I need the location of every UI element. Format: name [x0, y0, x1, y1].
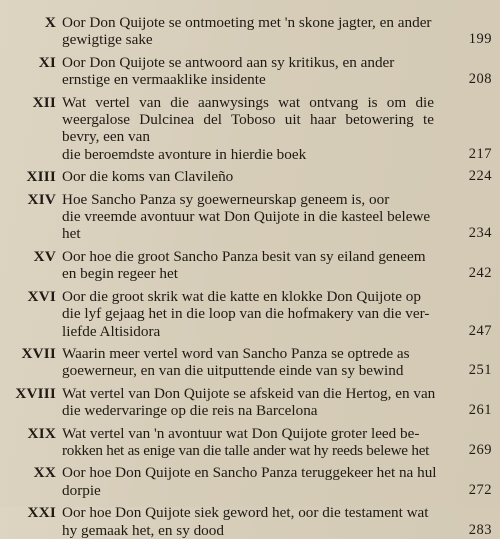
chapter-title-line: rokken het as enige van die talle ander wat hy reeds belewe het [62, 441, 430, 459]
chapter-title [62, 191, 434, 243]
toc-entry-xix [0, 425, 500, 460]
chapter-title-line: die beroemdste avonture in hierdie boek [62, 145, 307, 163]
chapter-title-line: Oor Don Quijote se antwoord aan sy kritikus, en ander [62, 53, 395, 71]
chapter-title-line: Hoe Sancho Panza sy goewerneurskap geneem is, oor [62, 190, 390, 208]
toc-entry-xi [0, 54, 500, 89]
page-number: 199 [468, 31, 492, 48]
chapter-title-line: Oor hoe die groot Sancho Panza besit van sy eiland geneem [62, 247, 426, 265]
chapter-title [62, 464, 437, 499]
chapter-title [62, 94, 434, 164]
chapter-title-line: die vreemde avontuur wat Don Quijote in die kasteel belewe [62, 208, 431, 226]
toc-entry-xii [0, 94, 500, 164]
chapter-title [62, 288, 434, 340]
toc-entry-xiii [0, 168, 500, 185]
toc-entry-xxi [0, 504, 500, 539]
page-number: 242 [468, 265, 492, 282]
chapter-title-line: ernstige en vermaaklike insidente [62, 71, 266, 89]
page-number: 269 [468, 441, 492, 458]
chapter-number: XX [33, 464, 56, 482]
chapter-title-line: hy gemaak het, en sy dood [62, 521, 224, 539]
page-number: 283 [468, 521, 492, 538]
chapter-title [62, 168, 434, 185]
chapter-title-line: Wat vertel van Don Quijote se afskeid van die Hertog, en van [62, 384, 436, 402]
chapter-number: XI [38, 53, 56, 71]
chapter-title-line: goewerneur, en van die uitputtende einde van sy bewind [62, 362, 404, 380]
chapter-title [62, 345, 434, 380]
chapter-number: X [44, 14, 56, 31]
page-number: 247 [468, 322, 492, 339]
toc-entry-xv [0, 248, 500, 283]
chapter-title-line: die wedervaringe op die reis na Barcelona [62, 402, 318, 420]
chapter-title-line: Oor hoe Don Quijote en Sancho Panza teruggekeer het na hul [62, 464, 437, 482]
chapter-title [62, 248, 434, 283]
page-number: 272 [468, 481, 492, 498]
chapter-title [62, 14, 434, 49]
toc-entry-x [0, 14, 500, 49]
chapter-number: XV [33, 247, 56, 265]
chapter-number: XXI [27, 504, 56, 522]
chapter-number: XIV [27, 190, 56, 208]
chapter-title [62, 54, 434, 89]
chapter-number: XVIII [15, 384, 56, 402]
chapter-title-line: die lyf gejaag het in die loop van die hofmakery van die ver- [62, 305, 430, 323]
chapter-title-line: dorpie [62, 481, 101, 499]
chapter-title-line: Oor die groot skrik wat die katte en klokke Don Quijote op [62, 287, 421, 305]
table-of-contents [0, 14, 500, 539]
chapter-title [62, 385, 434, 420]
page-number: 208 [468, 71, 492, 88]
chapter-title-line: Wat vertel van 'n avontuur wat Don Quijote groter leed be- [62, 424, 420, 442]
page-number: 261 [468, 402, 492, 419]
chapter-title-line: Oor hoe Don Quijote siek geword het, oor die testament wat [62, 504, 429, 522]
chapter-title-line: gewigtige sake [62, 31, 153, 49]
page-number: 251 [468, 362, 492, 379]
chapter-title-line: liefde Altisidora [62, 322, 161, 340]
toc-entry-xviii [0, 385, 500, 420]
chapter-title-line: Wat vertel van die aanwysings wat ontvang is om die weergalose Dulcinea del Toboso uit haar betowering te bevry, een van [62, 93, 434, 146]
chapter-title-line: Oor Don Quijote se ontmoeting met 'n skone jagter, en ander [62, 14, 432, 31]
chapter-title-line: en begin regeer het [62, 265, 178, 283]
chapter-number: XIII [26, 168, 56, 186]
page-number: 224 [468, 168, 492, 185]
chapter-number: XII [32, 93, 56, 111]
chapter-title-line: Oor die koms van Clavileño [62, 168, 234, 186]
chapter-number: XIX [27, 424, 56, 442]
chapter-title [62, 425, 434, 460]
chapter-title-line: het [62, 225, 81, 243]
chapter-number: XVI [27, 287, 56, 305]
toc-entry-xx [0, 464, 500, 499]
chapter-number: XVII [21, 344, 56, 362]
chapter-title-line: Waarin meer vertel word van Sancho Panza se optrede as [62, 344, 410, 362]
toc-entry-xiv [0, 191, 500, 243]
chapter-title [62, 504, 434, 539]
page-number: 217 [468, 145, 492, 162]
toc-entry-xvi [0, 288, 500, 340]
toc-entry-xvii [0, 345, 500, 380]
page-number: 234 [468, 225, 492, 242]
